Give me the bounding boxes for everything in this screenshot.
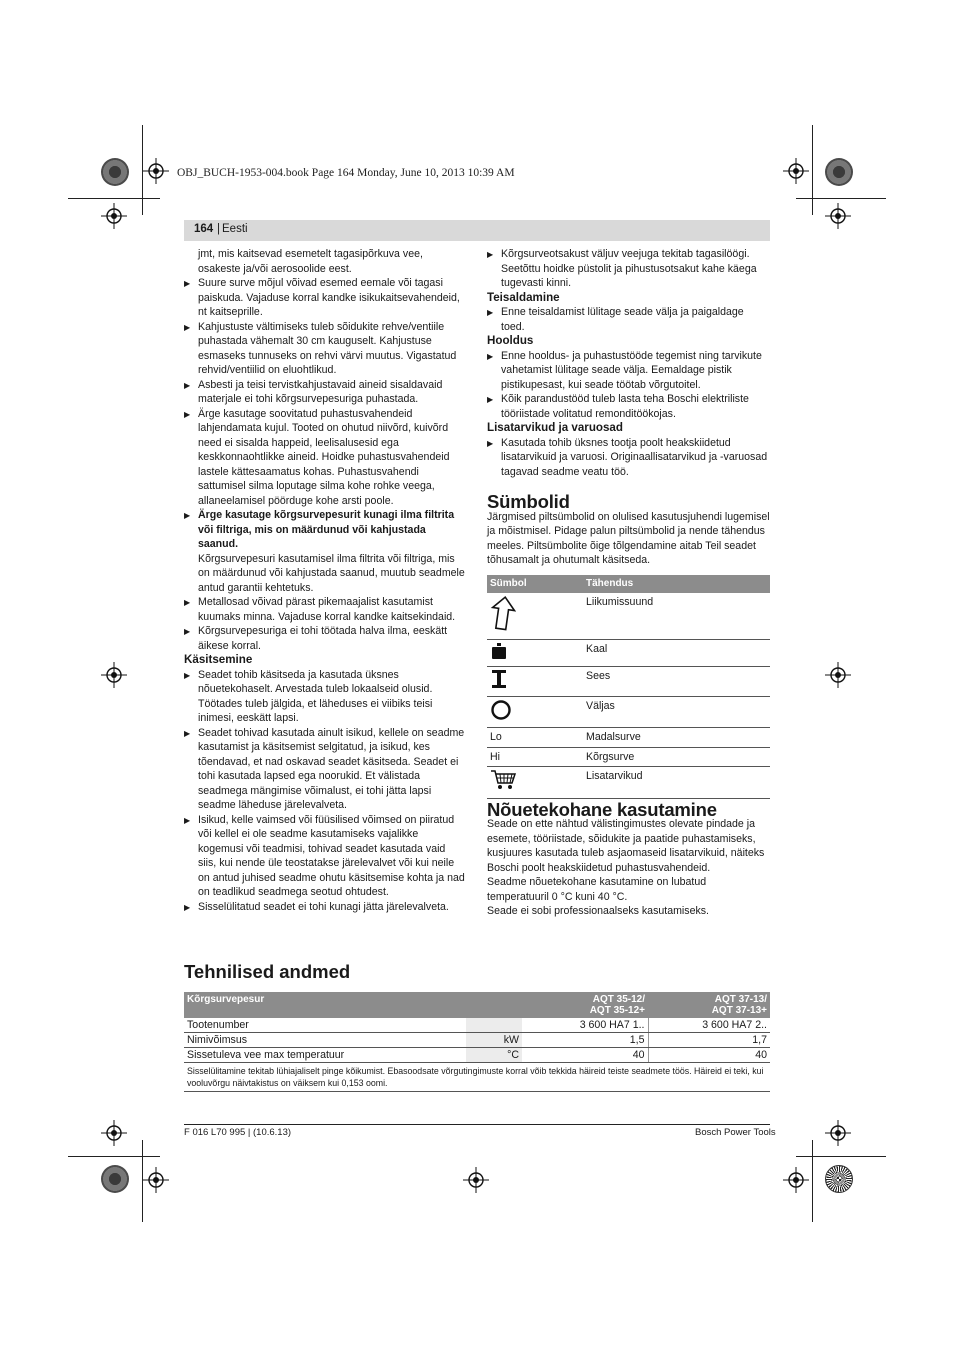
list-item: ▶ Kahjustuste vältimiseks tuleb sõidukite rehve/ventiile puhastada vähemalt 30 cm kauguselt. Kahjustuse esmaseks tunnuseks on rehvi värvi muutus. Vigastatud rehvid/ventiilid on eluohtlikud. xyxy=(184,320,466,378)
intro-text: jmt, mis kaitsevad esemetelt tagasipõrkuva vee, osakeste ja/või aerosoolide eest. xyxy=(198,248,423,275)
table-row: Sissetuleva vee max temperatuur °C 40 40 xyxy=(184,1048,770,1063)
symbol-code: Hi xyxy=(487,747,583,767)
crop-mark xyxy=(68,1156,160,1157)
list-item-warning xyxy=(184,508,466,552)
print-slug: OBJ_BUCH-1953-004.book Page 164 Monday, June 10, 2013 10:39 AM xyxy=(177,167,515,179)
symbol-meaning: Liikumissuund xyxy=(583,593,770,639)
weight-icon xyxy=(490,642,508,660)
list-item: ▶ Suure surve mõjul võivad esemed eemale või tagasi paiskuda. Vajaduse korral kandke isikukaitsevahendeid, nt kaitseprille. xyxy=(184,276,466,320)
footer-divider xyxy=(184,1124,770,1125)
left-column xyxy=(184,247,466,914)
table-note-row xyxy=(184,1063,770,1092)
registration-mark-icon xyxy=(101,203,127,229)
table-header: Tähendus xyxy=(583,575,770,594)
crop-mark xyxy=(796,1156,886,1157)
registration-mark-icon xyxy=(783,158,809,184)
footer-brand: Bosch Power Tools xyxy=(695,1127,776,1138)
section-title-tech: Tehnilised andmed xyxy=(184,961,351,982)
table-footnote: Sisselülitamine tekitab lühiajaliselt pinge kõikumist. Ebasoodsate võrgutingimuste korral võib tekkida häireid teiste seadmete töös. Häireid ei teki, kui vooluvõrgu näivtakistus on väiksem kui 0,153 oomi. xyxy=(184,1063,770,1092)
registration-mark-icon xyxy=(783,1167,809,1193)
header-separator: | xyxy=(217,223,220,235)
table-header: Kõrgsurvepesur xyxy=(184,992,466,1018)
table-row xyxy=(487,728,770,748)
table-row xyxy=(487,593,770,639)
section-heading-teisaldamine: Teisaldamine xyxy=(487,290,560,304)
movement-arrow-icon xyxy=(490,595,516,631)
color-dial-icon xyxy=(101,1165,129,1193)
header-language: Eesti xyxy=(222,223,248,235)
registration-mark-icon xyxy=(101,662,127,688)
list-item: ▶ Seadet tohivad kasutada ainult isikud, kellele on seadme kasutamist ja käsitsemist selgitatud, ja isikud, kes tõendavad, et nad oskavad seadet käsitseda. Seadet ei tohi kasutada lapsed ega noorukid. Et välistada seadmega mängimise võimalust, ei tohi jätta lapsi seadme läheduse järelevalveta. xyxy=(184,726,466,813)
power-off-icon xyxy=(490,699,512,721)
table-row xyxy=(487,696,770,728)
color-dial-icon xyxy=(825,1165,853,1193)
symbol-meaning: Madalsurve xyxy=(583,728,770,748)
warning-bold-text: Ärge kasutage kõrgsurvepesurit kunagi ilma filtrita või filtriga, mis on määrdunud või kahjustada saanud. xyxy=(198,509,455,550)
registration-mark-icon xyxy=(143,1167,169,1193)
registration-mark-icon xyxy=(825,662,851,688)
list-item: ▶ Kasutada tohib üksnes tootja poolt heakskiidetud lisatarvikuid ja varuosi. Originaallisatarvikud ja -varuosad tagavad seadme veatu töö. xyxy=(487,436,770,480)
table-header-model-1: AQT 35-12/ AQT 35-12+ xyxy=(522,992,648,1018)
table-row xyxy=(487,667,770,697)
list-item: ▶ Kõrgsurvepesuriga ei tohi töötada halva ilma, eeskätt äikese korral. xyxy=(184,624,466,653)
list-item: ▶ Sisselülitatud seadet ei tohi kunagi jätta järelevalveta. xyxy=(184,900,466,915)
noue-paragraph: Seade ei sobi professionaalseks kasutamiseks. xyxy=(487,905,709,917)
symbol-table xyxy=(487,575,770,799)
footer-doc-number: F 016 L70 995 | (10.6.13) xyxy=(184,1127,292,1138)
list-item: ▶ Ärge kasutage soovitatud puhastusvahendeid lahjendamata kujul. Tooted on ohutud niivõrd, kuivõrd need ei sisalda happeid, leelisalusesid ega keskkonnaohtlikke aineid. Hoidke puhastusvahendeid lastele kättesaamatus kohas. Puhastusvahendi sattumisel silma loputage silma kohe rohke veega, allaneelamisel pöörduge kohe arsti poole. xyxy=(184,407,466,509)
section-heading-kasitsemine: Käsitsemine xyxy=(184,653,253,666)
crop-mark xyxy=(796,198,886,199)
registration-mark-icon xyxy=(143,158,169,184)
table-row xyxy=(487,639,770,667)
symbolid-paragraph: Järgmised piltsümbolid on olulised kasutusjuhendi lugemisel ja mõistmisel. Pidage palun piltsümbolid ja nende tähendus meeles. Piltsümbolite õige tõlgendamine aitab Teil seadet tõhusamalt ja ohutumalt käsitseda. xyxy=(487,510,770,566)
crop-mark xyxy=(812,1140,813,1222)
symbol-meaning: Kõrgsurve xyxy=(583,747,770,767)
section-title-noue: Nõuetekohane kasutamine xyxy=(487,798,717,820)
registration-mark-icon xyxy=(463,1167,489,1193)
list-item: ▶ Kõrgsurveotsakust väljuv veejuga tekitab tagasilöögi. Seetõttu hoidke püstolit ja pihustusotsakut kahe käega tugevasti kinni. xyxy=(487,247,770,291)
power-on-icon xyxy=(490,669,508,689)
right-column xyxy=(487,247,770,919)
warning-continuation: Kõrgsurvepesuri kasutamisel ilma filtrita või filtriga, mis on määrdunud või kahjustada saanud, muutub seadmele antud garantii kehtetuks. xyxy=(198,552,465,594)
table-row: Nimivõimsus kW 1,5 1,7 xyxy=(184,1033,770,1048)
color-dial-icon xyxy=(825,158,853,186)
list-item: ▶ Seadet tohib käsitseda ja kasutada üksnes nõuetekohaselt. Arvestada tuleb lokaalseid olusid. Töötades tuleb jälgida, et läheduses ei viibiks teisi inimesi, eeskätt lapsi. xyxy=(184,668,466,726)
table-row xyxy=(487,767,770,799)
section-title-symbolid: Sümbolid xyxy=(487,491,570,512)
list-item: ▶ Isikud, kelle vaimsed või füüsilised võimsed on piiratud või kellel ei ole seadme kasutamiseks vajalikke kogemusi või teadmisi, tohivad seadet kasutada vaid siis, kui nende üle teostatakse järelevalvet või kui neile on antud juhised seadme ohutu käsitsemise kohta ja nad on teadlikud seadmega seotud ohtudest. xyxy=(184,813,466,900)
list-item: ▶ Asbesti ja teisi tervistkahjustavaid aineid sisaldavaid materjale ei tohi kõrgsurvepesuriga puhastada. xyxy=(184,378,466,407)
crop-mark xyxy=(68,198,160,199)
list-item: ▶ Metallosad võivad pärast pikemaajalist kasutamist kuumaks minna. Vajaduse korral kandke kaitsekindaid. xyxy=(184,595,466,624)
registration-mark-icon xyxy=(825,1120,851,1146)
symbol-meaning: Väljas xyxy=(583,696,770,728)
list-item: ▶ Enne teisaldamist lülitage seade välja ja paigaldage toed. xyxy=(487,305,770,334)
table-row xyxy=(487,747,770,767)
accessories-cart-icon xyxy=(490,769,516,791)
crop-mark xyxy=(812,125,813,215)
page-number: 164 xyxy=(194,223,214,235)
registration-mark-icon xyxy=(101,1120,127,1146)
noue-paragraph: Seade on ette nähtud välistingimustes olevate pindade ja esemete, tööriistade, sõidukite ja paatide puhastamiseks, kusjuures kasutada tuleb asjaomaseid lisatarvikuid, näiteks Boschi poolt heakskiidetud puhastusvahendeid. xyxy=(487,818,765,874)
symbol-meaning: Sees xyxy=(583,667,770,697)
table-row: Tootenumber 3 600 HA7 1.. 3 600 HA7 2.. xyxy=(184,1018,770,1033)
symbol-meaning: Kaal xyxy=(583,639,770,667)
section-heading-hooldus: Hooldus xyxy=(487,334,534,347)
tech-data-table xyxy=(184,992,770,1092)
page-header xyxy=(184,220,770,241)
section-heading-lisatarvikud: Lisatarvikud ja varuosad xyxy=(487,421,623,434)
table-header: Sümbol xyxy=(487,575,583,594)
symbol-meaning: Lisatarvikud xyxy=(583,767,770,799)
list-item: ▶ Kõik parandustööd tuleb lasta teha Boschi elektriliste tööriistade volitatud remonditöökojas. xyxy=(487,392,770,421)
noue-paragraph: Seadme nõuetekohane kasutamine on lubatud temperatuuril 0 °C kuni 40 °C. xyxy=(487,876,707,903)
symbol-code: Lo xyxy=(487,728,583,748)
table-header-model-2: AQT 37-13/ AQT 37-13+ xyxy=(648,992,770,1018)
list-item: ▶ Enne hooldus- ja puhastustööde tegemist ning tarvikute vahetamist lülitage seade välja. Eemaldage pistik pistikupesast, kui seade töötab võrgutoitel. xyxy=(487,349,770,393)
color-dial-icon xyxy=(101,158,129,186)
registration-mark-icon xyxy=(825,203,851,229)
